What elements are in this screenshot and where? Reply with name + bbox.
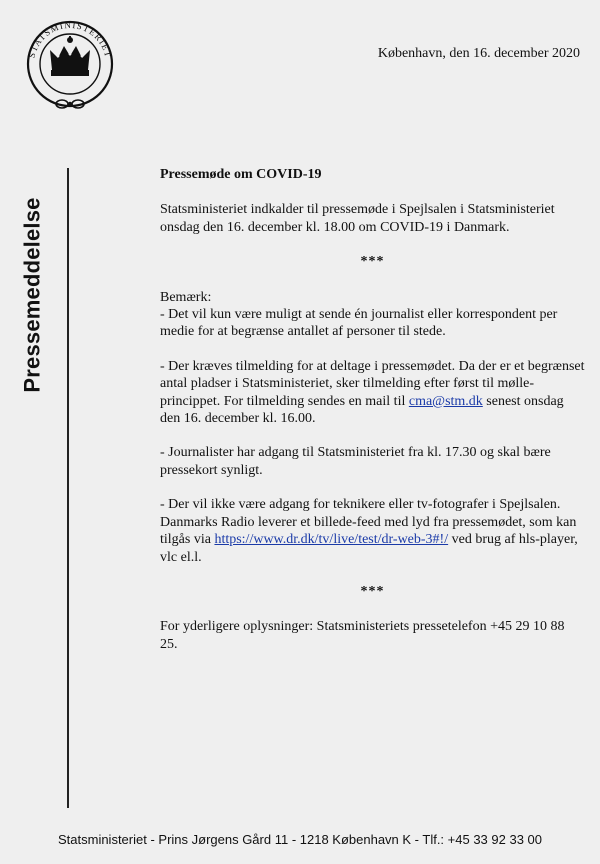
page-title: Pressemøde om COVID-19 <box>160 167 322 182</box>
note-item-one-reporter: - Det vil kun være muligt at sende én journalist eller korrespondent per medie for at begrænse antallet af personer til stede. <box>160 307 558 340</box>
note-label: Bemærk: <box>160 289 212 305</box>
footer-address: Statsministeriet - Prins Jørgens Gård 11 - 1218 København K - Tlf.: +45 33 92 33 00 <box>57 832 542 847</box>
document-type-label <box>8 160 58 430</box>
intro-paragraph: Statsministeriet indkalder til pressemøde i Spejlsalen i Statsministeriet onsdag den 16. december kl. 18.00 om COVID-19 i Danmark. <box>160 202 555 235</box>
document-type-text: Pressemeddelelse <box>20 197 45 393</box>
logo-text: STATSMINISTERIET <box>26 19 114 59</box>
note-item-registration: - Der kræves tilmelding for at deltage i pressemødet. Da der er et begrænset antal pladser i Statsministeriet, sker tilmelding efter først til mølle-princippet. For tilmelding sendes en mail til cma@stm.dk senest onsdag den 16. december kl. 16.00. <box>160 358 585 427</box>
section-separator: *** <box>360 254 385 270</box>
note-item-feed: - Der vil ikke være adgang for teknikere eller tv-fotografer i Spejlsalen. Danmarks Radio leverer et billede-feed med lyd fra pressemødet, som kan tilgås via https://www.dr.dk/tv/live/test/dr-web-3#!/ ved brug af hls-player, vlc el.l. <box>160 497 578 565</box>
note-item-access: - Journalister har adgang til Statsministeriet fra kl. 17.30 og skal bære pressekort synligt. <box>160 445 551 478</box>
email-link[interactable]: cma@stm.dk <box>408 393 483 409</box>
crown-seal-icon <box>20 12 120 112</box>
stream-link[interactable]: https://www.dr.dk/tv/live/test/dr-web-3#!/ <box>214 532 449 548</box>
section-separator-2: *** <box>360 583 385 599</box>
vertical-divider <box>67 168 69 808</box>
dateline: København, den 16. december 2020 <box>377 46 580 61</box>
contact-info: For yderligere oplysninger: Statsministeriets pressetelefon +45 29 10 88 25. <box>160 619 565 652</box>
press-release-body <box>160 166 585 653</box>
